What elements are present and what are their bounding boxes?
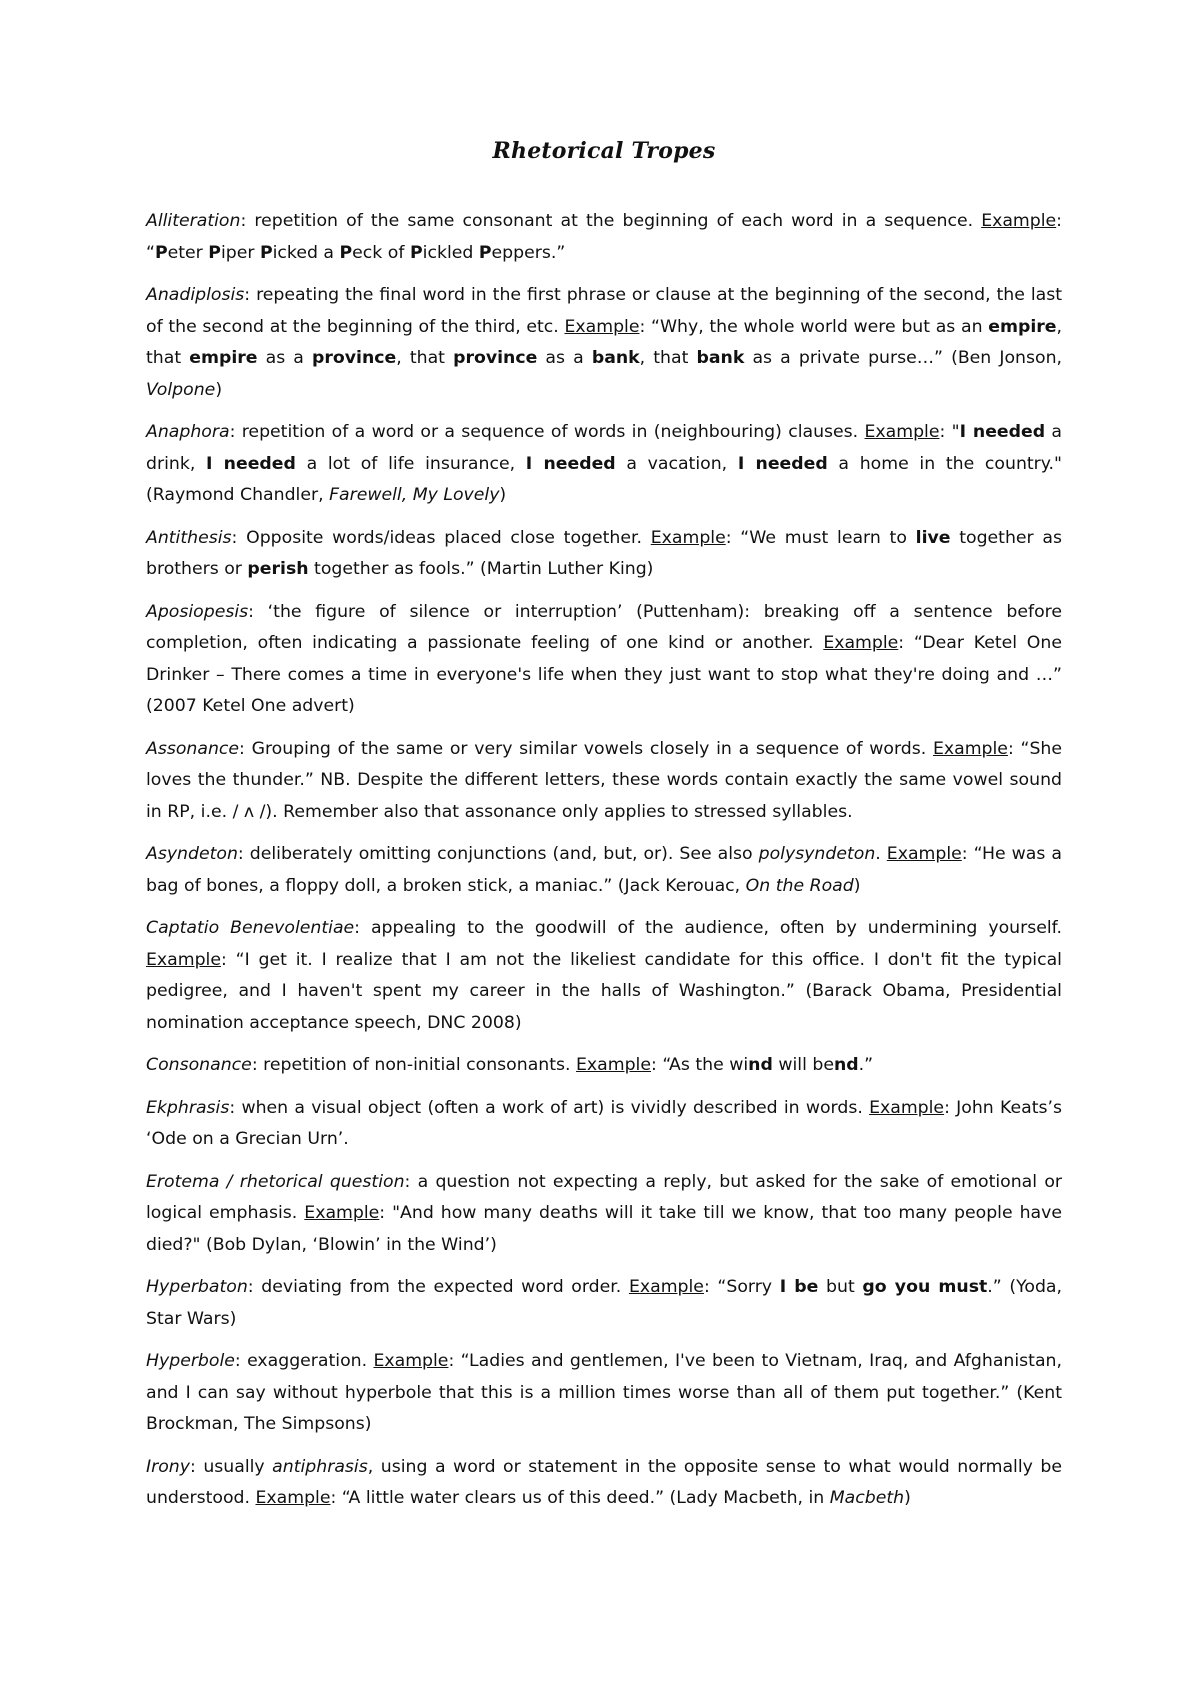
entry-anadiplosis [146, 280, 1062, 406]
entry-text: but [818, 1277, 863, 1297]
term-label: Hyperbole [146, 1351, 235, 1371]
entry-text: : "And how many deaths will it take till we know, that too many people have died?" (Bob Dylan, ‘Blowin’ in the Wind’) [146, 1203, 1062, 1255]
term-label: Asyndeton [146, 844, 238, 864]
entry-text: : “As the wi [651, 1055, 749, 1075]
emphasis-text: P [154, 242, 168, 263]
entry-text: , that [639, 348, 697, 368]
title-text: On the Road [745, 875, 854, 896]
title-text: polysyndeton [758, 844, 876, 864]
term-label: Assonance [146, 738, 240, 759]
entry-text: icked a [272, 242, 340, 263]
emphasis-text: go you must [862, 1277, 988, 1297]
emphasis-text: P [259, 242, 273, 263]
entry-anaphora [146, 417, 1062, 512]
term-label: Aposiopesis [146, 601, 249, 622]
emphasis-text: I be [779, 1277, 819, 1297]
emphasis-text: nd [833, 1055, 859, 1075]
example-label: Example [932, 738, 1008, 759]
emphasis-text: P [339, 242, 353, 263]
title-text: Volpone [146, 379, 216, 400]
term-label: Consonance [146, 1055, 252, 1075]
entry-text: : appealing to the goodwill of the audience, often by undermining yourself. [354, 918, 1062, 938]
entry-alliteration [146, 206, 1062, 269]
entry-text: : ‘the figure of silence or interruption’ (Puttenham): breaking off a sentence before completion, often indicating a passionate feeling of one kind or another. [146, 601, 1062, 653]
entry-text: eppers.” [491, 242, 566, 263]
example-label: Example [304, 1203, 380, 1223]
term-label: Antithesis [146, 527, 232, 548]
entry-antithesis [146, 523, 1062, 586]
entry-text: , that [146, 316, 1062, 368]
entry-text: iper [220, 242, 260, 263]
entry-text: : a question not expecting a reply, but asked for the sake of emotional or logical emphasis. [146, 1171, 1063, 1223]
entry-text: : deviating from the expected word order. [247, 1277, 629, 1297]
example-label: Example [886, 844, 962, 864]
emphasis-text: P [409, 242, 423, 263]
emphasis-text: province [453, 348, 538, 368]
entry-text: : Grouping of the same or very similar vowels closely in a sequence of words. [239, 738, 933, 759]
page-title: Rhetorical Tropes [492, 138, 716, 164]
term-label: Anadiplosis [146, 285, 245, 305]
entry-text: ickled [422, 242, 479, 263]
emphasis-text: province [312, 348, 397, 368]
emphasis-text: P [478, 242, 492, 263]
term-label: Hyperbaton [146, 1277, 248, 1297]
title-text: antiphrasis [272, 1456, 368, 1477]
entry-text: as a [537, 348, 592, 368]
example-label: Example [981, 211, 1057, 231]
term-label: Erotema / rhetorical question [146, 1171, 405, 1192]
entry-aposiopesis [146, 597, 1062, 723]
entry-captatio [146, 913, 1062, 1039]
term-label: Ekphrasis [146, 1097, 230, 1118]
example-label: Example [869, 1097, 945, 1118]
entry-text: ) [499, 485, 507, 505]
emphasis-text: P [208, 242, 221, 263]
emphasis-text: bank [696, 348, 745, 368]
entry-text: : “Dear Ketel One Drinker – There comes a time in everyone's life when they just want to stop what they're doing and …” (2007 Ketel One advert) [146, 633, 1062, 716]
entry-text: : “Ladies and gentlemen, I've been to Vietnam, Iraq, and Afghanistan, and I can say without hyperbole that this is a million times worse than all of them put together.” (Kent Brockman, The Simpsons) [146, 1351, 1062, 1434]
entry-hyperbaton [146, 1272, 1062, 1335]
entry-text: : “ [146, 211, 1062, 263]
example-label: Example [576, 1055, 651, 1075]
emphasis-text: I needed [737, 453, 828, 474]
example-label: Example [564, 316, 640, 337]
entry-text: as a [257, 348, 313, 368]
entry-text: will be [772, 1055, 834, 1075]
entry-text: : “A little water clears us of this deed.” (Lady Macbeth, in [330, 1488, 830, 1508]
example-label: Example [864, 422, 940, 442]
emphasis-text: bank [591, 348, 640, 368]
entry-text: : repetition of a word or a sequence of words in (neighbouring) clauses. [229, 422, 865, 442]
entry-text: as a private purse…” (Ben Jonson, [744, 348, 1063, 368]
entry-text: , that [396, 348, 454, 368]
entry-text: : “Sorry [703, 1277, 780, 1297]
entry-asyndeton [146, 839, 1062, 902]
emphasis-text: I needed [959, 422, 1046, 442]
entry-text: : “I get it. I realize that I am not the likeliest candidate for this office. I don't fit the typical pedigree, and I haven't spent my career in the halls of Washington.” (Barack Obama, Presidential nomination acceptance speech, DNC 2008) [146, 949, 1062, 1033]
emphasis-text: live [915, 527, 951, 548]
example-label: Example [255, 1488, 331, 1508]
entry-text: : “Why, the whole world were but as an [639, 316, 989, 337]
entry-consonance [146, 1050, 1062, 1082]
entry-text: eck of [352, 242, 410, 263]
emphasis-text: empire [988, 316, 1057, 337]
entry-irony [146, 1452, 1062, 1515]
emphasis-text: perish [247, 559, 309, 579]
entry-text: : repetition of non-initial consonants. [251, 1055, 577, 1075]
entry-text: a home in the country." (Raymond Chandler, [146, 453, 1062, 505]
entry-text: a vacation, [615, 453, 738, 474]
entry-hyperbole [146, 1346, 1062, 1441]
entry-text: : " [939, 422, 960, 442]
example-label: Example [823, 633, 899, 653]
term-label: Anaphora [146, 422, 230, 442]
term-label: Irony [146, 1456, 190, 1477]
entry-text: : repeating the final word in the first phrase or clause at the beginning of the second, the last of the second at the beginning of the third, etc. [146, 285, 1062, 337]
entry-text: : Opposite words/ideas placed close together. [231, 527, 651, 548]
entry-text: , using a word or statement in the opposite sense to what would normally be understood. [146, 1456, 1062, 1508]
entry-text: : “She loves the thunder.” NB. Despite the different letters, these words contain exactly the same vowel sound in RP, i.e. / ʌ /). Remember also that assonance only applies to stressed syllables. [146, 738, 1062, 822]
entry-erotema [146, 1167, 1062, 1262]
entry-text: . [875, 844, 887, 864]
entry-text: ) [904, 1488, 911, 1508]
entry-text: .” [858, 1055, 874, 1075]
entry-text: eter [167, 242, 209, 263]
emphasis-text: I needed [206, 453, 296, 474]
entry-text: ) [853, 875, 861, 896]
entry-text: : “We must learn to [725, 527, 916, 548]
entry-ekphrasis [146, 1093, 1062, 1156]
entry-text: : when a visual object (often a work of art) is vividly described in words. [229, 1097, 870, 1118]
entry-text: .” (Yoda, Star Wars) [146, 1277, 1063, 1329]
example-label: Example [373, 1351, 449, 1371]
entry-text: : John Keats’s ‘Ode on a Grecian Urn’. [146, 1097, 1062, 1149]
entry-text: : “He was a bag of bones, a floppy doll, a broken stick, a maniac.” (Jack Kerouac, [146, 844, 1062, 896]
trope-list [146, 206, 1062, 1515]
entry-text: together as brothers or [146, 527, 1062, 579]
title-text: Farewell, My Lovely [329, 485, 500, 505]
term-label: Captatio Benevolentiae [146, 918, 355, 938]
entry-text: : exaggeration. [234, 1351, 374, 1371]
entry-text: ) [215, 379, 223, 400]
entry-assonance [146, 734, 1062, 829]
entry-text: together as fools.” (Martin Luther King) [308, 559, 654, 579]
example-label: Example [650, 527, 726, 548]
entry-text: : deliberately omitting conjunctions (and, but, or). See also [237, 844, 759, 864]
emphasis-text: nd [748, 1055, 773, 1075]
entry-text: : repetition of the same consonant at the beginning of each word in a sequence. [240, 211, 982, 231]
entry-text: a drink, [146, 422, 1063, 474]
title-text: Macbeth [829, 1488, 905, 1508]
example-label: Example [628, 1277, 704, 1297]
emphasis-text: I needed [525, 453, 616, 474]
entry-text: a lot of life insurance, [295, 453, 526, 474]
entry-text: : usually [189, 1456, 273, 1477]
emphasis-text: empire [189, 348, 258, 368]
term-label: Alliteration [146, 211, 241, 231]
example-label: Example [146, 949, 221, 970]
